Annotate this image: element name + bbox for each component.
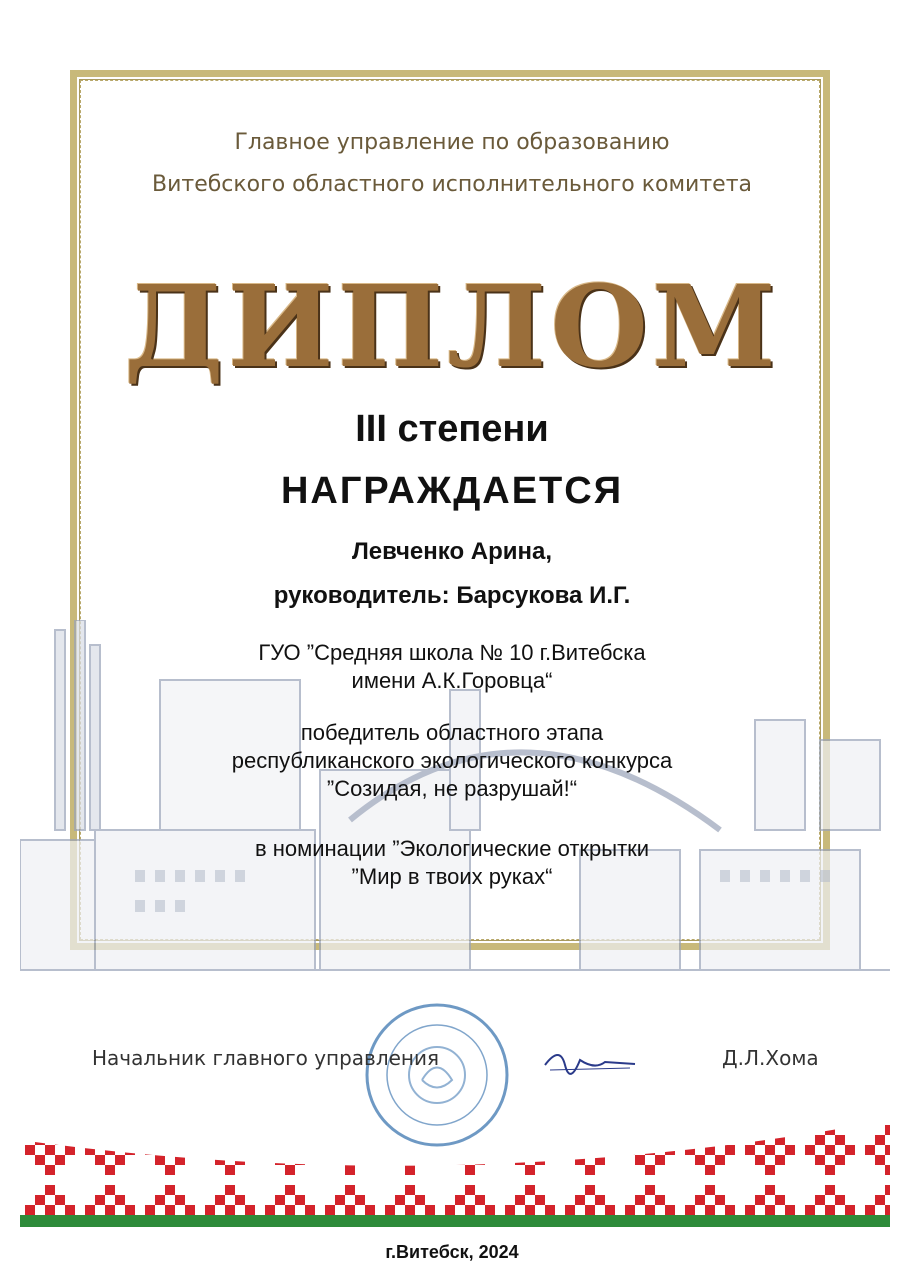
signatory-name: Д.Л.Хома: [722, 1046, 819, 1070]
nomination-line-1: в номинации ”Экологические открытки: [254, 836, 650, 861]
org-line-1: Главное управление по образованию: [234, 130, 670, 155]
school-line-1: ГУО ”Средняя школа № 10 г.Витебска: [258, 640, 646, 665]
awarded-heading: НАГРАЖДАЕТСЯ: [280, 470, 624, 512]
supervisor: руководитель: Барсукова И.Г.: [273, 582, 631, 609]
school-line-2: имени А.К.Горовца“: [351, 668, 553, 693]
achievement-line-3: ”Созидая, не разрушай!“: [326, 776, 578, 801]
footer-place-year: г.Витебск, 2024: [385, 1242, 519, 1262]
recipient-name: Левченко Арина,: [351, 538, 553, 565]
national-ornament: [20, 1120, 890, 1230]
diploma-title: ДИПЛОМ: [124, 262, 780, 393]
nomination-line-2: ”Мир в твоих руках“: [351, 864, 553, 889]
achievement-line-1: победитель областного этапа: [300, 720, 604, 745]
signature-scribble: [540, 1040, 640, 1080]
org-line-2: Витебского областного исполнительного комитета: [151, 172, 752, 197]
achievement-line-2: республиканского экологического конкурса: [231, 748, 673, 773]
signatory-position: Начальник главного управления: [92, 1046, 440, 1070]
degree: III степени: [355, 408, 549, 450]
